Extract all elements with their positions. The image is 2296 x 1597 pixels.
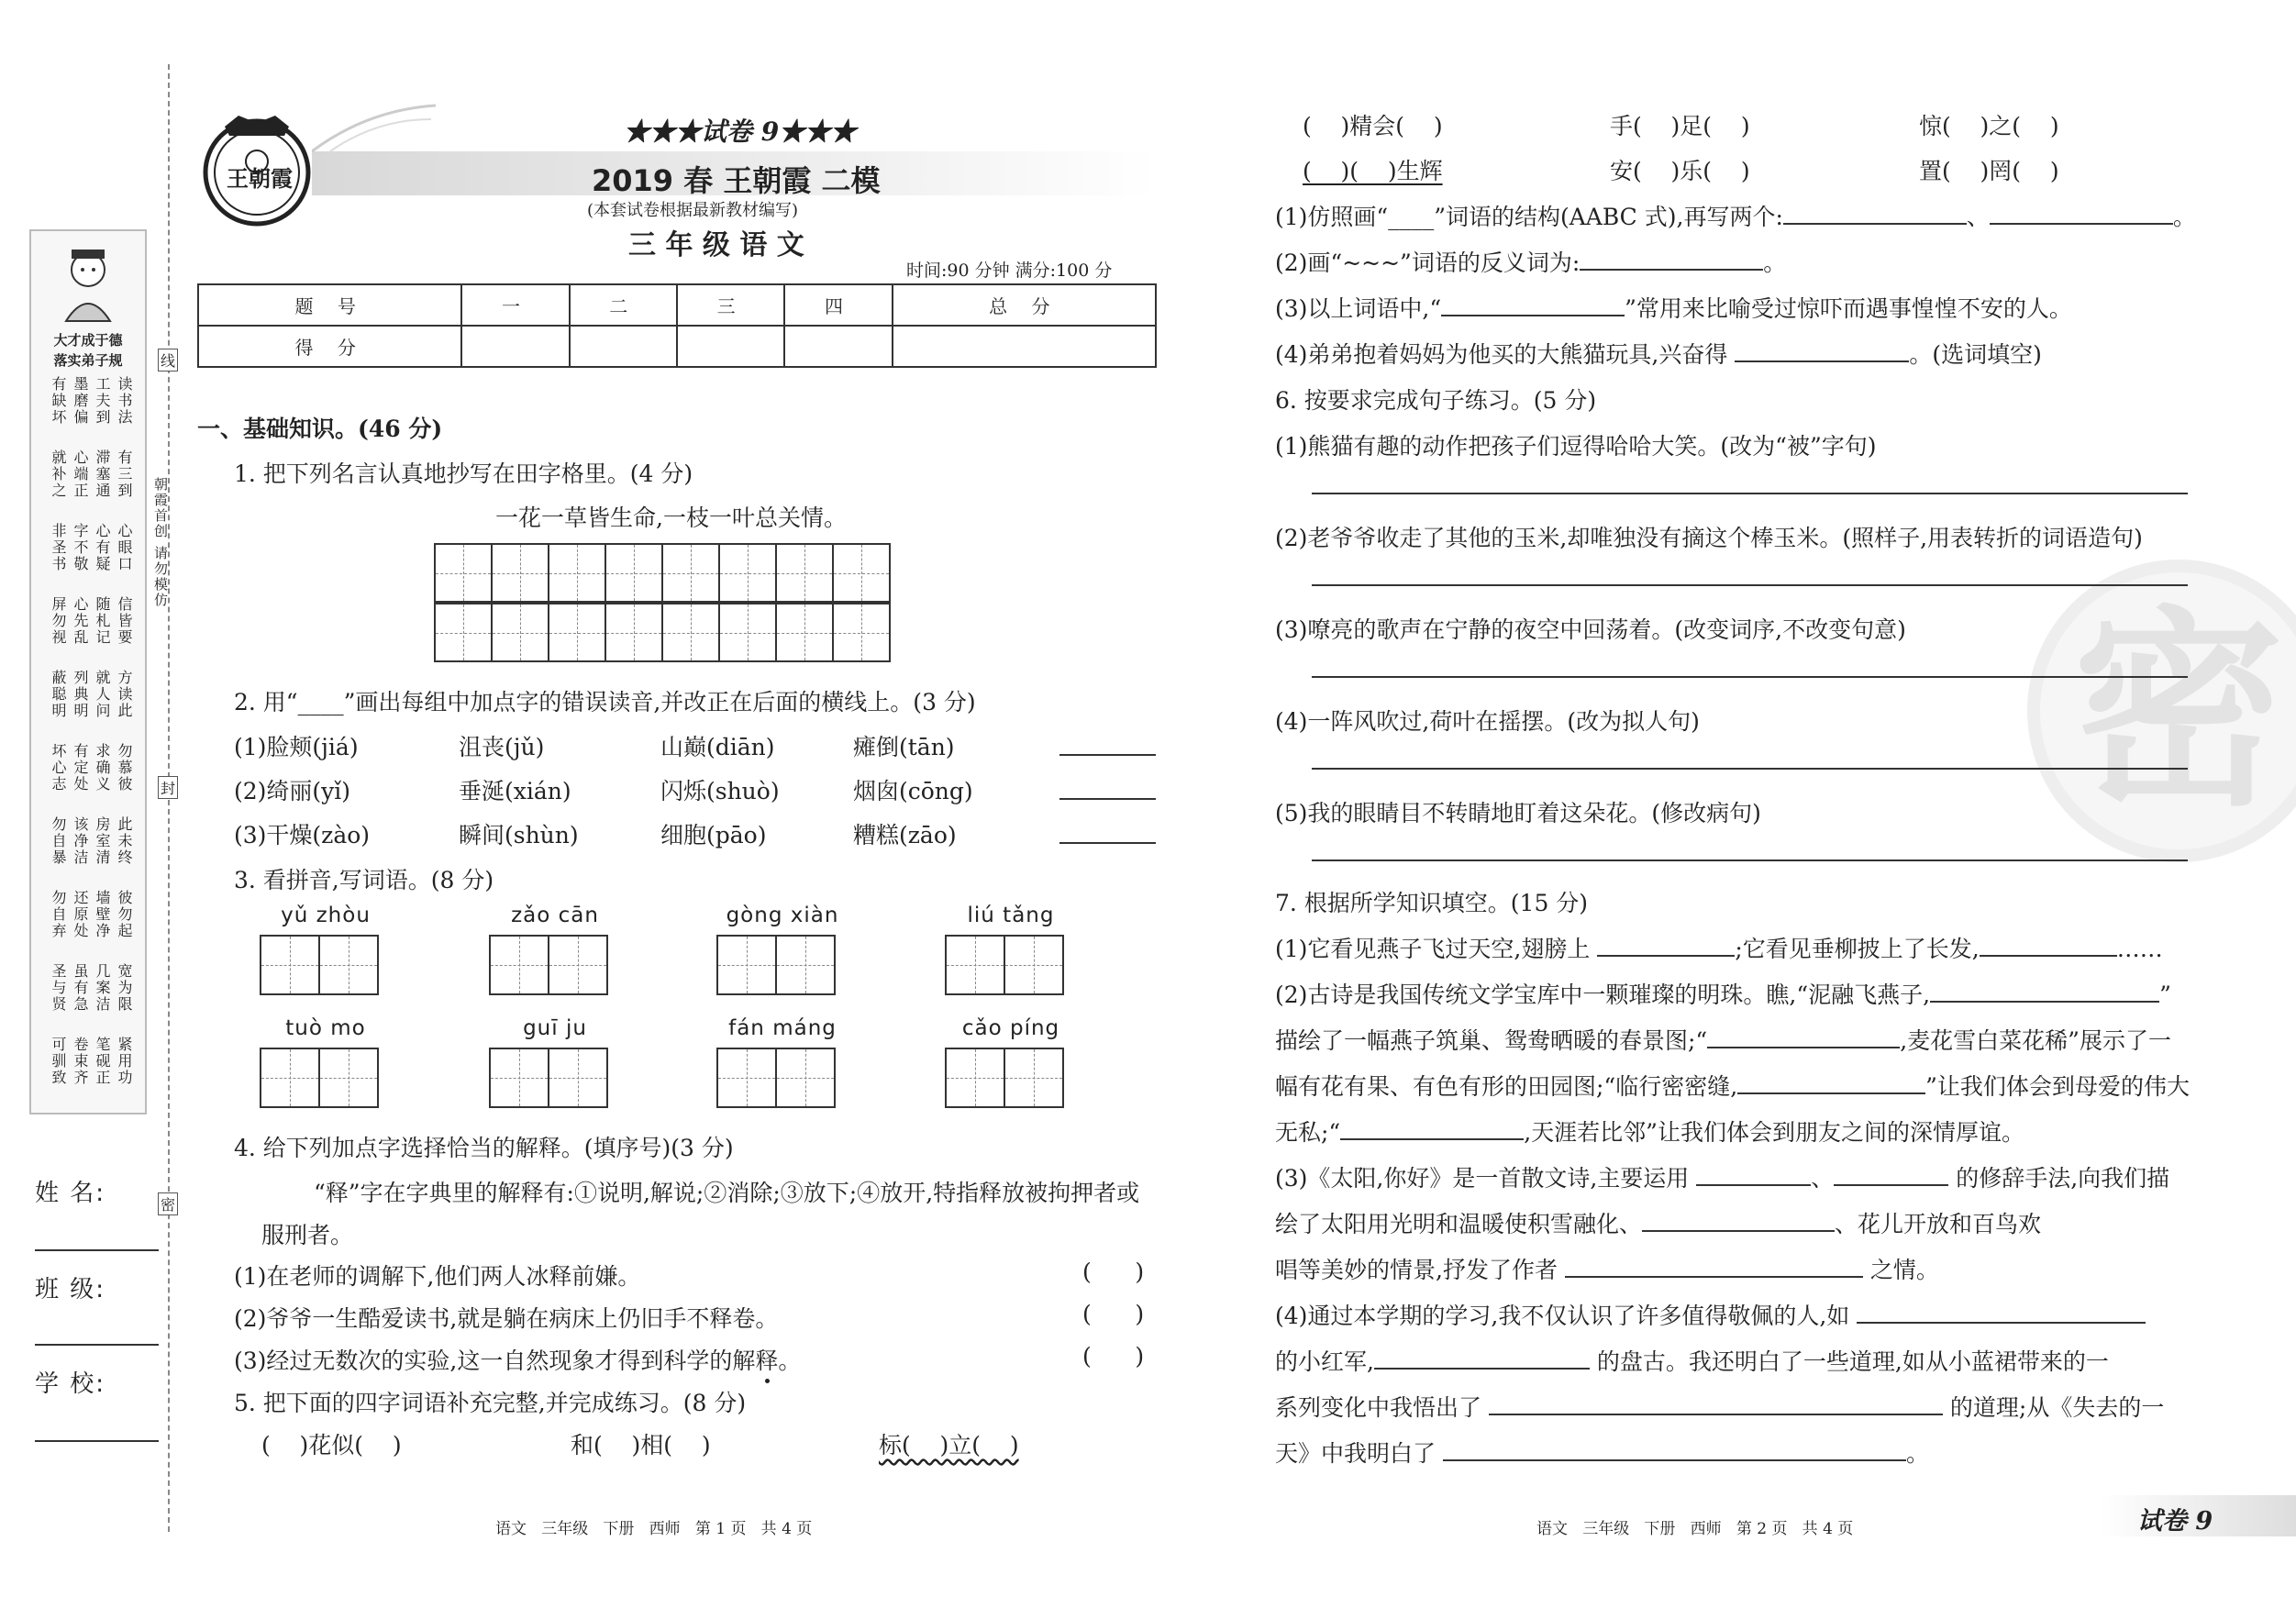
score-header-cell: 一 xyxy=(461,284,569,326)
pinyin-label: fán máng xyxy=(728,1016,837,1040)
grid-cell[interactable] xyxy=(491,603,549,662)
name-label: 姓 名: xyxy=(35,1180,106,1207)
grid-cell[interactable] xyxy=(661,543,720,603)
motto-columns xyxy=(46,376,138,1110)
q5-word-1[interactable]: ( )花似( ) xyxy=(261,1432,402,1458)
grid-cell[interactable] xyxy=(775,603,834,662)
score-cell[interactable] xyxy=(784,326,892,367)
q5-word-6[interactable]: 惊( )之( ) xyxy=(1919,113,2059,139)
q5-word-8[interactable]: 安( )乐( ) xyxy=(1610,158,1750,184)
grid-cell[interactable] xyxy=(605,603,663,662)
score-cell[interactable] xyxy=(570,326,677,367)
q2-word: (2)绮丽(yǐ) xyxy=(234,778,351,804)
q6-answer-line[interactable] xyxy=(1312,768,2188,770)
answer-blank[interactable] xyxy=(1597,955,1735,957)
paper-number: ★★★试卷 9★★★ xyxy=(624,116,857,147)
q5-word-7[interactable]: ( )( )生辉 xyxy=(1303,158,1443,184)
q5-word-9[interactable]: 置( )罔( ) xyxy=(1919,158,2059,184)
pinyin-block xyxy=(947,1016,1075,1108)
q7-p3-line2: 绘了太阳用光明和温暖使积雪融化、 、花儿开放和百鸟欢 xyxy=(1275,1211,2042,1237)
motto-column: 房室清 xyxy=(94,816,111,866)
motto-column: 虽有急 xyxy=(72,963,89,1013)
q5-word-5[interactable]: 手( )足( ) xyxy=(1610,113,1750,139)
q6-item: (5)我的眼睛目不转睛地盯着这朵花。(修改病句) xyxy=(1275,800,1761,826)
q5-sub-1: (1)仿照画“____”词语的结构(AABC 式),再写两个: 、 。 xyxy=(1275,204,2196,230)
q7-p1: (1)它看见燕子飞过天空,翅膀上 ;它看见垂柳披上了长发, …… xyxy=(1275,936,2163,962)
motto-column: 墨磨偏 xyxy=(72,376,89,426)
grid-cell[interactable] xyxy=(716,935,777,995)
q2-answer-line[interactable] xyxy=(1059,754,1156,756)
motto-column: 屏勿视 xyxy=(50,596,67,646)
watermark-char: 密 xyxy=(2072,587,2284,835)
binding-char-seal: 封 xyxy=(158,776,178,799)
grid-cell[interactable] xyxy=(775,1048,836,1108)
q7-p4-line1: (4)通过本学期的学习,我不仅认识了许多值得敬佩的人,如 xyxy=(1275,1298,2146,1331)
pinyin-label: yǔ zhòu xyxy=(281,904,371,927)
grid-cell[interactable] xyxy=(489,1048,549,1108)
motto-column: 字不敬 xyxy=(72,523,89,572)
q4-definition: “释”字在字典里的解释有:①说明,解说;②消除;③放下;④放开,特指释放被拘押者或服刑者。 xyxy=(261,1180,1140,1248)
school-label: 学 校: xyxy=(35,1370,106,1398)
q7-heading: 7. 根据所学知识填空。(15 分) xyxy=(1275,890,1589,916)
answer-blank[interactable] xyxy=(1735,360,1909,362)
grid-cell[interactable] xyxy=(489,935,549,995)
grid-cell[interactable] xyxy=(775,935,836,995)
pinyin-block xyxy=(718,1016,847,1108)
q6-item: (2)老爷爷收走了其他的玉米,却唯独没有摘这个棒玉米。(照样子,用表转折的词语造句) xyxy=(1275,525,2143,551)
score-header-cell: 四 xyxy=(784,284,892,326)
answer-blank[interactable] xyxy=(1696,1184,1811,1186)
pinyin-label: gòng xiàn xyxy=(726,904,839,927)
pinyin-block xyxy=(491,904,619,995)
paper-subject: 三 年 级 语 文 xyxy=(628,229,804,261)
score-cell[interactable] xyxy=(461,326,569,367)
q2-word: 沮丧(jǔ) xyxy=(459,734,545,760)
score-header-cell: 题 号 xyxy=(198,284,461,326)
motto-column: 坏心志 xyxy=(50,743,67,793)
motto-top: 大才成于德 落实弟子规 xyxy=(53,332,123,369)
q3-prompt: 3. 看拼音,写词语。(8 分) xyxy=(234,867,494,893)
q7-p2-line3: 幅有花有果、有色有形的田园图;“临行密密缝, ”让我们体会到母爱的伟大 xyxy=(1275,1073,2190,1100)
motto-column: 勿自暴 xyxy=(50,816,67,866)
q2-word: 瘫倒(tān) xyxy=(853,734,955,760)
q5-word-4[interactable]: ( )精会( ) xyxy=(1303,113,1443,139)
q6-answer-line[interactable] xyxy=(1312,676,2188,678)
grid-cell[interactable] xyxy=(548,935,608,995)
answer-blank[interactable] xyxy=(1707,1047,1900,1048)
q7-p2-line2: 描绘了一幅燕子筑巢、鸳鸯晒暖的春景图;“ ,麦花雪白菜花稀”展示了一 xyxy=(1275,1027,2171,1054)
q6-heading: 6. 按要求完成句子练习。(5 分) xyxy=(1275,387,1597,414)
q5-word-2[interactable]: 和( )相( ) xyxy=(571,1432,711,1458)
q7-p2-line4: 无私;“ ,天涯若比邻”让我们体会到朋友之间的深情厚谊。 xyxy=(1275,1119,2024,1146)
score-header-cell: 二 xyxy=(570,284,677,326)
motto-column: 就人问 xyxy=(94,670,111,719)
q4-item-1: (1)在老师的调解下,他们两人冰释前嫌。 xyxy=(234,1263,641,1290)
time-info: 时间:90 分钟 满分:100 分 xyxy=(906,261,1113,281)
binding-char-secret: 密 xyxy=(158,1192,178,1215)
answer-blank[interactable] xyxy=(1489,1414,1943,1415)
answer-blank[interactable] xyxy=(1443,1459,1906,1461)
q6-item: (1)熊猫有趣的动作把孩子们逗得哈哈大笑。(改为“被”字句) xyxy=(1275,433,1877,460)
pinyin-label: cǎo píng xyxy=(961,1016,1060,1040)
q2-word: 烟囱(cōng) xyxy=(853,778,973,804)
q5-sub-2: (2)画“~~~”词语的反义词为: 。 xyxy=(1275,250,1787,276)
q6-answer-line[interactable] xyxy=(1312,859,2188,861)
grid-cell[interactable] xyxy=(605,543,663,603)
grid-cell[interactable] xyxy=(318,1048,379,1108)
q2-word: 瞬间(shùn) xyxy=(459,822,579,848)
motto-column: 随札记 xyxy=(94,596,111,646)
motto-column: 就补之 xyxy=(50,449,67,499)
score-cell[interactable] xyxy=(677,326,784,367)
class-field[interactable] xyxy=(35,1344,159,1346)
score-table xyxy=(197,283,1157,368)
motto-column: 可驯致 xyxy=(50,1037,67,1086)
motto-column: 工夫到 xyxy=(94,376,111,426)
pinyin-label: liú tǎng xyxy=(967,904,1055,927)
motto-column: 紧用功 xyxy=(116,1037,133,1086)
score-value-row xyxy=(198,326,1156,367)
grid-cell[interactable] xyxy=(775,543,834,603)
motto-column: 求确义 xyxy=(94,743,111,793)
grid-cell[interactable] xyxy=(945,1048,1005,1108)
grid-cell[interactable] xyxy=(1004,935,1064,995)
answer-blank[interactable] xyxy=(1783,223,1967,225)
grid-cell[interactable] xyxy=(548,1048,608,1108)
q7-p4-line4: 天》中我明白了 。 xyxy=(1275,1440,1929,1467)
name-field[interactable] xyxy=(35,1249,159,1251)
q4-item-2: (2)爷爷一生酷爱读书,就是躺在病床上仍旧手不释卷。 xyxy=(234,1305,779,1332)
score-header-row xyxy=(198,284,1156,326)
score-cell[interactable] xyxy=(893,326,1156,367)
answer-blank[interactable] xyxy=(1980,955,2117,957)
q4-answer-1[interactable]: ( ) xyxy=(1082,1259,1145,1285)
score-header-cell: 总 分 xyxy=(893,284,1156,326)
q4-answer-3[interactable]: ( ) xyxy=(1082,1343,1145,1370)
pinyin-label: guī ju xyxy=(523,1016,587,1040)
motto-column: 彼勿起 xyxy=(116,890,133,939)
q5-sub-4: (4)弟弟抱着妈妈为他买的大熊猫玩具,兴奋得 。(选词填空) xyxy=(1275,341,2042,368)
motto-column: 非圣书 xyxy=(50,523,67,572)
grid-cell[interactable] xyxy=(945,935,1005,995)
motto-column: 卷束齐 xyxy=(72,1037,89,1086)
pinyin-block xyxy=(491,1016,619,1108)
answer-blank[interactable] xyxy=(1737,1092,1925,1094)
motto-column: 勿自弃 xyxy=(50,890,67,939)
motto-column: 还原处 xyxy=(72,890,89,939)
grid-cell[interactable] xyxy=(718,603,777,662)
q2-word: 细胞(pāo) xyxy=(660,822,767,848)
motto-column: 几案洁 xyxy=(94,963,111,1013)
copyright-note: 朝霞首创 请勿模仿 xyxy=(152,477,169,608)
answer-blank[interactable] xyxy=(1930,1001,2159,1003)
motto-column: 该净洁 xyxy=(72,816,89,866)
q7-p3-line3: 唱等美妙的情景,抒发了作者 之情。 xyxy=(1275,1257,1939,1283)
grid-cell[interactable] xyxy=(548,603,606,662)
q4-prompt: 4. 给下列加点字选择恰当的解释。(填序号)(3 分) xyxy=(234,1135,734,1161)
motto-column: 心端正 xyxy=(72,449,89,499)
q2-word: (3)干燥(zào) xyxy=(234,822,371,848)
grid-cell[interactable] xyxy=(491,543,549,603)
motto-column: 信皆要 xyxy=(116,596,133,646)
grid-cell[interactable] xyxy=(1004,1048,1064,1108)
brand-logo-text: 王朝霞 xyxy=(227,165,293,192)
answer-blank[interactable] xyxy=(1580,269,1763,271)
pinyin-label: tuò mo xyxy=(285,1016,366,1040)
pinyin-block xyxy=(947,904,1075,995)
motto-column: 滞塞通 xyxy=(94,449,111,499)
motto-column: 笔砚正 xyxy=(94,1037,111,1086)
motto-column: 有三到 xyxy=(116,449,133,499)
motto-column: 宽为限 xyxy=(116,963,133,1013)
grid-cell[interactable] xyxy=(716,1048,777,1108)
q6-answer-line[interactable] xyxy=(1312,584,2188,586)
motto-column: 心先乱 xyxy=(72,596,89,646)
motto-column: 墙壁净 xyxy=(94,890,111,939)
copy-grid-row-1[interactable] xyxy=(436,543,891,603)
q7-p4-line3: 系列变化中我悟出了 的道理;从《失去的一 xyxy=(1275,1394,2165,1421)
grid-cell[interactable] xyxy=(548,543,606,603)
score-header-cell: 三 xyxy=(677,284,784,326)
answer-blank[interactable] xyxy=(1990,223,2173,225)
motto-column: 有定处 xyxy=(72,743,89,793)
grid-cell[interactable] xyxy=(718,543,777,603)
q6-item: (3)嘹亮的歌声在宁静的夜空中回荡着。(改变词序,不改变句意) xyxy=(1275,616,1906,643)
class-label: 班 级: xyxy=(35,1276,106,1303)
paper-title: 2019 春 王朝霞 二模 xyxy=(592,163,881,198)
motto-column: 此未终 xyxy=(116,816,133,866)
pinyin-block xyxy=(718,904,847,995)
q7-p3-line1: (3)《太阳,你好》是一首散文诗,主要运用 、 的修辞手法,向我们描 xyxy=(1275,1165,2170,1192)
q6-answer-line[interactable] xyxy=(1312,493,2188,494)
grid-cell[interactable] xyxy=(832,543,891,603)
q2-word: 糟糕(zāo) xyxy=(853,822,957,848)
q5-prompt: 5. 把下面的四字词语补充完整,并完成练习。(8 分) xyxy=(234,1390,747,1416)
footer-left: 语文 三年级 下册 西师 第 1 页 共 4 页 xyxy=(495,1520,813,1538)
q2-answer-line[interactable] xyxy=(1059,842,1156,844)
pinyin-block xyxy=(261,904,390,995)
motto-column: 蔽聪明 xyxy=(50,670,67,719)
q6-item: (4)一阵风吹过,荷叶在摇摆。(改为拟人句) xyxy=(1275,708,1700,735)
motto-column: 心眼口 xyxy=(116,523,133,572)
q2-answer-line[interactable] xyxy=(1059,798,1156,800)
section1-heading: 一、基础知识。(46 分) xyxy=(197,416,443,442)
q2-prompt: 2. 用“____”画出每组中加点字的错误读音,并改正在后面的横线上。(3 分) xyxy=(234,689,976,715)
footer-right: 语文 三年级 下册 西师 第 2 页 共 4 页 xyxy=(1536,1520,1854,1538)
pinyin-block xyxy=(261,1016,390,1108)
q7-p2-line1: (2)古诗是我国传统文学宝库中一颗璀璨的明珠。瞧,“泥融飞燕子, ” xyxy=(1275,981,2171,1008)
grid-cell[interactable] xyxy=(434,603,493,662)
q2-word: 垂涎(xián) xyxy=(459,778,571,804)
motto-column: 勿慕彼 xyxy=(116,743,133,793)
q2-word: 闪烁(shuò) xyxy=(660,778,780,804)
motto-column: 列典明 xyxy=(72,670,89,719)
pinyin-label: zǎo cān xyxy=(511,904,599,927)
grid-cell[interactable] xyxy=(260,935,320,995)
answer-blank[interactable] xyxy=(1642,1230,1835,1232)
binding-char-line: 线 xyxy=(158,349,178,372)
answer-blank[interactable] xyxy=(1565,1276,1863,1278)
motto-column: 方读此 xyxy=(116,670,133,719)
grid-cell[interactable] xyxy=(832,603,891,662)
grid-cell[interactable] xyxy=(318,935,379,995)
answer-blank[interactable] xyxy=(1340,1138,1524,1140)
copy-grid-row-2[interactable] xyxy=(436,603,891,662)
answer-blank[interactable] xyxy=(1857,1322,2146,1324)
grid-cell[interactable] xyxy=(661,603,720,662)
q5-word-3[interactable]: 标( )立( ) xyxy=(879,1432,1019,1458)
cartoon-scholar-icon xyxy=(48,240,128,323)
paper-subtitle: (本套试卷根据最新教材编写) xyxy=(587,201,799,220)
answer-blank[interactable] xyxy=(1441,315,1625,316)
q7-p4-line2: 的小红军, 的盘古。我还明白了一些道理,如从小蓝裙带来的一 xyxy=(1275,1348,2109,1375)
q1-prompt: 1. 把下列名言认真地抄写在田字格里。(4 分) xyxy=(234,460,693,487)
answer-blank[interactable] xyxy=(1374,1368,1590,1370)
q4-answer-2[interactable]: ( ) xyxy=(1082,1301,1145,1327)
q2-word: 山巅(diān) xyxy=(660,734,775,760)
motto-column: 有缺坏 xyxy=(50,376,67,426)
answer-blank[interactable] xyxy=(1834,1184,1948,1186)
q1-quote: 一花一草皆生命,一枝一叶总关情。 xyxy=(495,505,847,531)
school-field[interactable] xyxy=(35,1440,159,1442)
q2-word: (1)脸颊(jiá) xyxy=(234,734,359,760)
grid-cell[interactable] xyxy=(434,543,493,603)
grid-cell[interactable] xyxy=(260,1048,320,1108)
motto-column: 读书法 xyxy=(116,376,133,426)
motto-column: 圣与贤 xyxy=(50,963,67,1013)
q4-item-3: (3)经过无数次的实验,这一自然现象才得到科学的解释。 xyxy=(234,1343,801,1376)
ribbon-swoosh xyxy=(312,101,440,156)
motto-column: 心有疑 xyxy=(94,523,111,572)
score-row-label: 得 分 xyxy=(198,326,461,367)
footer-paper-tag: 试卷 9 xyxy=(2137,1507,2213,1536)
q5-sub-3: (3)以上词语中,“ ”常用来比喻受过惊吓而遇事惶惶不安的人。 xyxy=(1275,295,2072,322)
